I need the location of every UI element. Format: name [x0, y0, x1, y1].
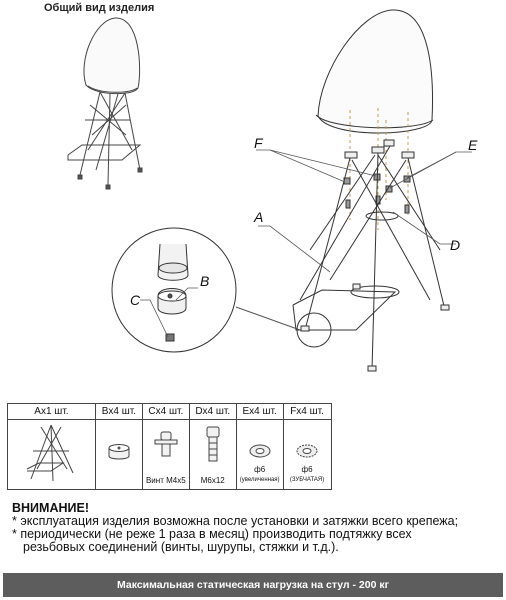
part-b-cap-drawing: [104, 440, 134, 464]
header-part-b: Bx4 шт.: [95, 404, 142, 420]
header-part-f: Fx4 шт.: [283, 404, 331, 420]
part-e-size: ф6: [254, 465, 266, 474]
exploded-chair: [293, 10, 449, 371]
warning-title: ВНИМАНИЕ!: [12, 501, 89, 515]
part-c-caption: Винт М4х5: [145, 476, 186, 485]
header-part-e: Ex4 шт.: [236, 404, 283, 420]
label-a: A: [254, 209, 264, 225]
part-a-frame-drawing: [21, 421, 81, 483]
part-f-cell: [283, 420, 331, 490]
header-part-c: Cx4 шт.: [142, 404, 189, 420]
detail-circle: [112, 228, 331, 352]
part-d-cell: [189, 420, 236, 490]
label-f: F: [254, 135, 263, 151]
header-part-d: Dx4 шт.: [189, 404, 236, 420]
part-c-cell: [142, 420, 189, 490]
label-c: C: [130, 292, 141, 308]
part-e-cell: [236, 420, 283, 490]
part-c-screw-drawing: [151, 428, 181, 462]
label-b: B: [200, 273, 210, 289]
general-view-title: Общий вид изделия: [44, 2, 155, 14]
label-e: E: [468, 137, 478, 153]
part-f-toothed-washer-drawing: [295, 443, 319, 459]
part-f-note: (ЗУБЧАТАЯ): [289, 477, 325, 483]
warning-line-1: * эксплуатация изделия возможна после установки и затяжки всего крепежа;: [12, 514, 459, 528]
warning-notes: [12, 502, 458, 554]
part-e-note: (увеличенная): [239, 477, 280, 483]
general-view-chair: [68, 18, 142, 189]
part-b-cell: [95, 420, 142, 490]
warning-line-2: * периодически (не реже 1 раза в месяц) производить подтяжку всех: [12, 527, 412, 541]
part-f-size: ф6: [301, 465, 313, 474]
part-d-caption: М6х12: [200, 476, 225, 485]
max-load-footer: Максимальная статическая нагрузка на стул - 200 кг: [3, 573, 503, 597]
part-a-cell: [8, 420, 96, 490]
header-part-a: Ax1 шт.: [8, 404, 96, 420]
part-e-washer-drawing: [248, 443, 272, 459]
label-d: D: [450, 237, 461, 253]
parts-table: [7, 403, 499, 490]
warning-line-3: резьбовых соединений (винты, шурупы, стяжки и т.д.).: [23, 540, 339, 554]
part-d-bolt-drawing: [203, 425, 223, 465]
